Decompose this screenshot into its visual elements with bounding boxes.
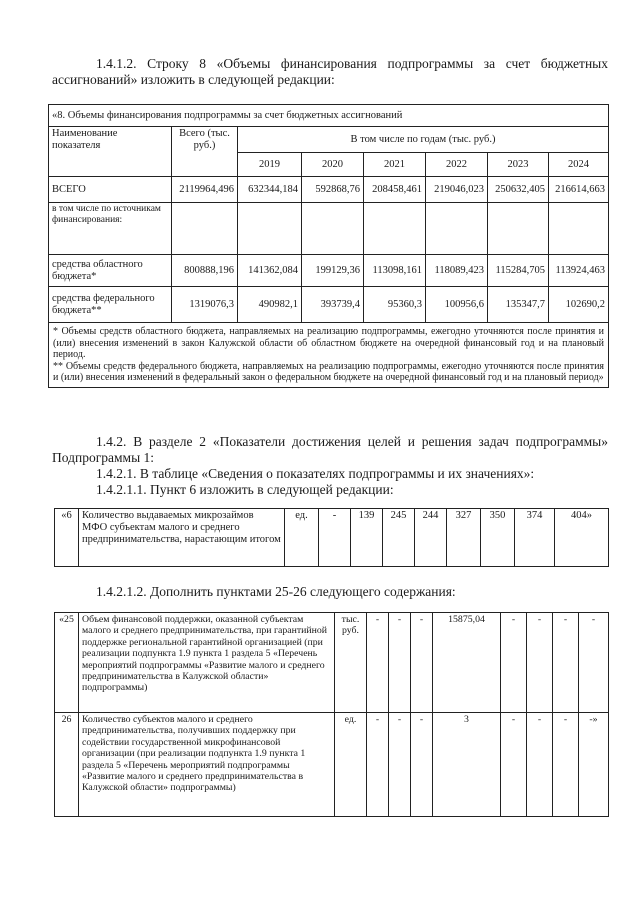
financing-notes (49, 323, 609, 388)
financing-table-title: «8. Объемы финансирования подпрограммы за счет бюджетных ассигнований (49, 105, 609, 127)
section-142 (52, 434, 608, 466)
section-1421-text: 1.4.2.1. В таблице «Сведения о показателях подпрограммы и их значениях»: (96, 466, 535, 481)
point-name: Объем финансовой поддержки, оказанной субъектам малого и среднего предпринимательства, при гарантийной поддержке региональной гарантийной организацией (при реализации подпункта 1.9 пункта 1 раздела 5 «Перечень мероприятий подпрограммы «Развитие малого и среднего предпринимательства в Калужской области» подпрограммы) (79, 613, 335, 713)
row-value (238, 203, 302, 255)
table-row (55, 613, 609, 713)
year-header: 2023 (488, 153, 549, 177)
point-value: - (579, 613, 609, 713)
point-value: - (411, 613, 433, 713)
section-1421 (52, 466, 608, 482)
table-row (49, 255, 609, 287)
year-header: 2019 (238, 153, 302, 177)
section-142-text: 1.4.2. В разделе 2 «Показатели достижения целей и решения задач подпрограммы» Подпрограммы 1: (52, 434, 608, 465)
point-value: - (553, 613, 579, 713)
points-table (54, 612, 609, 817)
note-regional: * Объемы средств областного бюджета, направляемых на реализацию подпрограммы, ежегодно уточняются после принятия и (или) внесения изменений в закон Калужской области об областном бюджете на очередной финансовый год и на плановый период. (53, 326, 605, 360)
point-value: 245 (383, 509, 415, 567)
section-1412 (52, 56, 608, 88)
row-value: 113924,463 (549, 255, 609, 287)
point-value: 244 (415, 509, 447, 567)
row-name: средства федерального бюджета** (49, 287, 172, 323)
row-name: средства областного бюджета* (49, 255, 172, 287)
point-value: 374 (515, 509, 555, 567)
table-row (49, 203, 609, 255)
point-value: 15875,04 (433, 613, 501, 713)
note-federal: ** Объемы средств федерального бюджета, направляемых на реализацию подпрограммы, ежегодно уточняются после принятия и (или) внесения изменений в федеральный закон о федеральном бюджете на очередной финансовый год и на плановый период» (53, 360, 605, 383)
row-total (172, 203, 238, 255)
row-value: 199129,36 (302, 255, 364, 287)
row-value: 95360,3 (364, 287, 426, 323)
row-value: 216614,663 (549, 177, 609, 203)
table-row (49, 287, 609, 323)
row-value (488, 203, 549, 255)
point-value: - (389, 713, 411, 817)
section-1412-text: 1.4.1.2. Строку 8 «Объемы финансирования подпрограммы за счет бюджетных ассигнований» изложить в следующей редакции: (52, 56, 608, 87)
table-row (55, 509, 609, 567)
point-unit: тыс. руб. (335, 613, 367, 713)
point-value: 327 (447, 509, 481, 567)
col-years-header: В том числе по годам (тыс. руб.) (238, 127, 609, 153)
row-name: ВСЕГО (49, 177, 172, 203)
point-value: 3 (433, 713, 501, 817)
section-14211 (52, 482, 608, 498)
row-value: 115284,705 (488, 255, 549, 287)
col-name-header: Наименование показателя (49, 127, 172, 177)
point-value: - (367, 713, 389, 817)
row-total: 800888,196 (172, 255, 238, 287)
row-total: 2119964,496 (172, 177, 238, 203)
year-header: 2022 (426, 153, 488, 177)
row-value (364, 203, 426, 255)
point-num: 26 (55, 713, 79, 817)
point-name: Количество субъектов малого и среднего предпринимательства, получивших поддержку при содействии государственной микрофинансовой организации (при реализации подпункта 1.9 пункта 1 раздела 5 «Перечень мероприятий подпрограммы «Развитие малого и среднего предпринимательства в Калужской области» подпрограммы) (79, 713, 335, 817)
row-value: 490982,1 (238, 287, 302, 323)
row-value: 592868,76 (302, 177, 364, 203)
point-unit: ед. (285, 509, 319, 567)
table-row (55, 713, 609, 817)
row-value: 100956,6 (426, 287, 488, 323)
point-value: - (553, 713, 579, 817)
point-name: Количество выдаваемых микрозаймов МФО субъектам малого и среднего предпринимательства, нарастающим итогом (79, 509, 285, 567)
point-value: - (389, 613, 411, 713)
row-value: 118089,423 (426, 255, 488, 287)
row-name: в том числе по источникам финансирования: (49, 203, 172, 255)
year-header: 2020 (302, 153, 364, 177)
row-value: 393739,4 (302, 287, 364, 323)
point-value: 139 (351, 509, 383, 567)
year-header: 2021 (364, 153, 426, 177)
row-value: 113098,161 (364, 255, 426, 287)
section-14212 (52, 584, 608, 600)
row-value: 135347,7 (488, 287, 549, 323)
point-value: - (527, 713, 553, 817)
row-value: 250632,405 (488, 177, 549, 203)
point6-table-block (54, 508, 608, 567)
financing-table (48, 104, 609, 388)
point-value: - (411, 713, 433, 817)
point-value: 350 (481, 509, 515, 567)
point-num: «25 (55, 613, 79, 713)
point6-table (54, 508, 609, 567)
point-value: 404» (555, 509, 609, 567)
point-value: - (501, 713, 527, 817)
row-value: 208458,461 (364, 177, 426, 203)
row-value (426, 203, 488, 255)
point-value: - (367, 613, 389, 713)
section-14211-text: 1.4.2.1.1. Пункт 6 изложить в следующей редакции: (96, 482, 394, 497)
point-value: - (501, 613, 527, 713)
point-unit: ед. (335, 713, 367, 817)
row-value (302, 203, 364, 255)
row-value: 141362,084 (238, 255, 302, 287)
row-value (549, 203, 609, 255)
point-value: - (319, 509, 351, 567)
row-value: 219046,023 (426, 177, 488, 203)
year-header: 2024 (549, 153, 609, 177)
row-value: 632344,184 (238, 177, 302, 203)
point-value: - (527, 613, 553, 713)
section-14212-text: 1.4.2.1.2. Дополнить пунктами 25-26 следующего содержания: (96, 584, 456, 599)
financing-table-block (48, 104, 608, 388)
point-num: «6 (55, 509, 79, 567)
row-total: 1319076,3 (172, 287, 238, 323)
table-row (49, 177, 609, 203)
points-table-block (54, 612, 608, 817)
row-value: 102690,2 (549, 287, 609, 323)
point-value: -» (579, 713, 609, 817)
col-total-header: Всего (тыс. руб.) (172, 127, 238, 177)
